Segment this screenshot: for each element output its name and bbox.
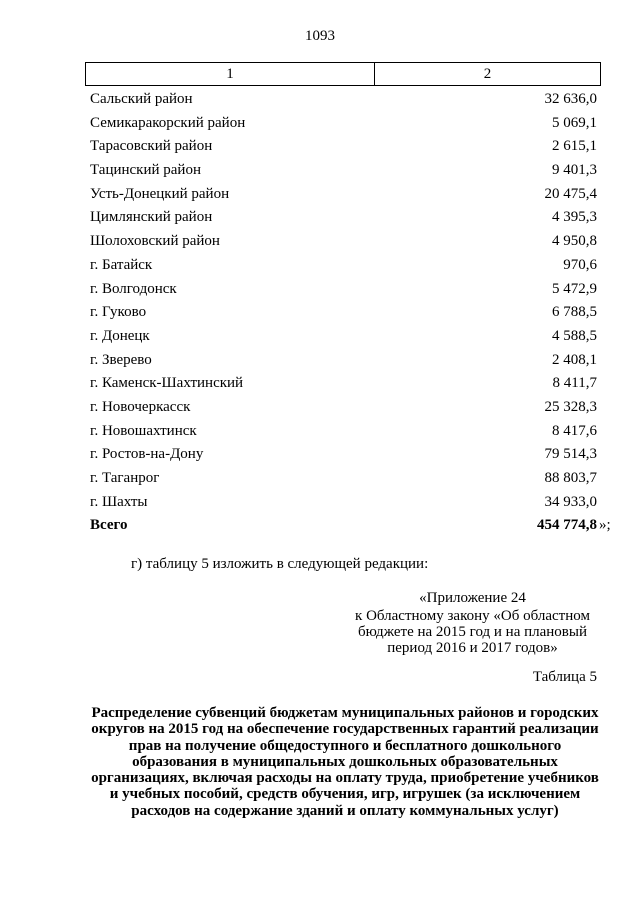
row-name: Семикаракорский район [90, 114, 246, 131]
heading-line: организациях, включая расходы на оплату труда, приобретение учебников [91, 770, 599, 787]
row-name: г. Волгодонск [90, 280, 177, 297]
row-value: 4 950,8 [552, 233, 597, 250]
table-row [85, 420, 597, 444]
row-value: 32 636,0 [544, 91, 597, 107]
table-row [85, 301, 597, 325]
row-name: г. Батайск [90, 256, 153, 273]
row-name: г. Гуково [90, 304, 147, 321]
row-name: Цимлянский район [90, 209, 213, 226]
appendix-line: бюджете на 2015 год и на плановый [357, 624, 587, 640]
table-body [85, 88, 611, 538]
heading-line: расходов на содержание зданий и оплату коммунальных услуг) [131, 802, 559, 819]
table-row [85, 396, 597, 420]
column-header-1: 1 [86, 63, 375, 85]
row-name: г. Новошахтинск [90, 422, 197, 439]
column-header-2: 2 [483, 66, 492, 82]
row-value: 4 588,5 [552, 327, 597, 344]
row-name: г. Таганрог [90, 470, 160, 486]
heading-line: и учебных пособий, средств обучения, игр, игрушек (за исключением [109, 786, 581, 803]
table-row [85, 135, 597, 159]
row-name: г. Ростов-на-Дону [90, 446, 204, 463]
table-row [85, 325, 597, 349]
row-name: г. Донецк [90, 327, 150, 344]
row-value: 6 788,5 [552, 304, 597, 321]
heading-line: прав на получение общедоступного и бесплатного дошкольного [128, 737, 562, 754]
appendix-line: период 2016 и 2017 годов» [387, 640, 558, 656]
total-label: Всего [90, 517, 128, 534]
row-value: 5 069,1 [552, 114, 597, 131]
table-header [85, 62, 601, 86]
appendix-reference [330, 590, 615, 656]
section-heading [75, 705, 615, 819]
row-value: 20 475,4 [544, 185, 597, 202]
row-value: 25 328,3 [544, 398, 597, 415]
amendment-instruction: г) таблицу 5 изложить в следующей редакции: [131, 556, 429, 572]
table-row [85, 278, 597, 302]
table-row [85, 372, 597, 396]
row-name: Сальский район [90, 91, 193, 107]
row-value: 8 411,7 [552, 375, 597, 392]
row-name: г. Новочеркасск [90, 398, 191, 415]
page-number: 1093 [305, 28, 335, 44]
heading-line: Распределение субвенций бюджетам муниципальных районов и городских [91, 705, 599, 721]
total-closing-quote: »; [599, 517, 611, 534]
appendix-title: «Приложение 24 [419, 590, 526, 606]
table-row [85, 467, 597, 491]
row-value: 4 395,3 [552, 209, 597, 226]
row-name: г. Каменск-Шахтинский [90, 375, 244, 392]
appendix-line: к Областному закону «Об областном [355, 608, 590, 624]
table-row [85, 443, 597, 467]
table-row [85, 159, 597, 183]
row-value: 2 615,1 [552, 138, 597, 155]
row-name: Усть-Донецкий район [90, 185, 230, 202]
table-row [85, 112, 597, 136]
row-name: Шолоховский район [90, 233, 220, 250]
row-value: 9 401,3 [552, 162, 597, 179]
row-value: 5 472,9 [552, 280, 597, 297]
row-name: г. Зверево [90, 351, 152, 368]
total-value: 454 774,8 [537, 517, 597, 534]
table-row [85, 254, 597, 278]
table-row [85, 88, 597, 112]
row-value: 2 408,1 [552, 351, 597, 368]
row-value: 34 933,0 [544, 493, 597, 510]
table-row [85, 206, 597, 230]
row-name: Тацинский район [90, 162, 201, 179]
heading-line: округов на 2015 год на обеспечение государственных гарантий реализации [91, 721, 599, 738]
row-value: 88 803,7 [544, 470, 597, 486]
table-row [85, 230, 597, 254]
table-row [85, 349, 597, 373]
table-row [85, 183, 597, 207]
row-name: г. Шахты [90, 493, 148, 510]
row-value: 79 514,3 [544, 446, 597, 463]
row-value: 970,6 [563, 256, 597, 273]
table-row [85, 491, 597, 515]
heading-line: образования в муниципальных дошкольных образовательных [132, 753, 558, 770]
total-row [85, 514, 611, 538]
row-name: Тарасовский район [90, 138, 213, 155]
table-label: Таблица 5 [532, 669, 597, 685]
row-value: 8 417,6 [552, 422, 597, 439]
